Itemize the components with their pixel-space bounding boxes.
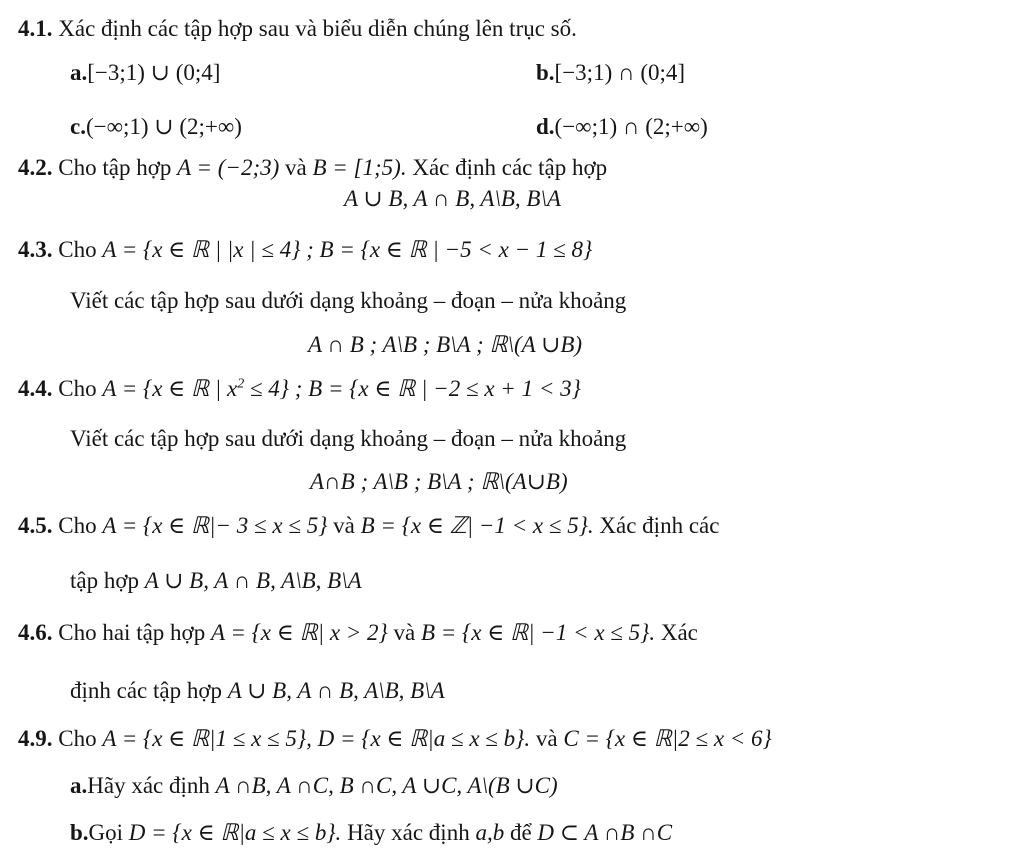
- math-expression: A = {x ∈ ℝ|− 3 ≤ x ≤ 5}: [102, 513, 328, 538]
- problem-4-4-text: [70, 424, 626, 454]
- math-expression: A = {x ∈ ℝ | |x | ≤ 4} ; B = {x ∈ ℝ | −5 < x − 1 ≤ 8}: [102, 237, 593, 262]
- problem-text: Cho: [58, 726, 97, 751]
- math-expression: B = {x ∈ ℝ| −1 < x ≤ 5}.: [420, 620, 656, 645]
- problem-text: Cho tập hợp: [58, 155, 172, 180]
- problem-text: Viết các tập hợp sau dưới dạng khoảng – đoạn – nửa khoảng: [70, 426, 627, 451]
- conjunction: và: [535, 726, 558, 751]
- problem-4-6-heading: [18, 618, 698, 648]
- math-expression: [102, 376, 580, 401]
- problem-4-2-heading: [18, 153, 607, 183]
- math-variables: a,b: [475, 820, 505, 845]
- problem-4-1-item-c: [70, 112, 242, 142]
- problem-text: Xác định các tập hợp sau và biểu diễn chúng lên trục số.: [58, 16, 577, 41]
- problem-text: Hãy xác định: [87, 773, 210, 798]
- math-expression: A ∪ B, A ∩ B, A\B, B\A: [144, 568, 362, 593]
- conjunction: và: [393, 620, 416, 645]
- math-expression: A ∩ B ; A\B ; B\A ; ℝ\(A ∪B): [308, 332, 583, 357]
- math-expression: A = (−2;3): [177, 155, 280, 180]
- problem-text: để: [509, 820, 532, 845]
- problem-4-6-line2: [70, 676, 445, 706]
- item-label: d.: [536, 114, 555, 139]
- problem-number: 4.5.: [18, 513, 53, 538]
- math-expression: A ∩B, A ∩C, B ∩C, A ∪C, A\(B ∪C): [215, 773, 558, 798]
- problem-text: định các tập hợp: [70, 678, 223, 703]
- problem-4-2-sets: [344, 184, 561, 214]
- problem-4-1-item-a: [70, 58, 220, 88]
- problem-number: 4.6.: [18, 620, 53, 645]
- problem-4-5-line2: [70, 566, 362, 596]
- problem-text: Gọi: [88, 820, 124, 845]
- problem-4-3-text: [70, 286, 626, 316]
- math-expression: A ∪ B, A ∩ B, A\B, B\A: [344, 186, 561, 211]
- conjunction: và: [285, 155, 307, 180]
- math-expression: C = {x ∈ ℝ|2 ≤ x < 6}: [563, 726, 772, 751]
- math-part: A = {x ∈ ℝ | x: [102, 376, 238, 401]
- math-expression: A = {x ∈ ℝ| x > 2}: [210, 620, 388, 645]
- item-label: a.: [70, 773, 88, 798]
- problem-number: 4.2.: [18, 155, 53, 180]
- math-expression: [−3;1) ∩ (0;4]: [554, 60, 686, 85]
- problem-text: tập hợp: [70, 568, 140, 593]
- math-expression: A∩B ; A\B ; B\A ; ℝ\(A∪B): [310, 469, 568, 494]
- problem-4-9-item-a: [70, 771, 558, 801]
- item-label: c.: [70, 114, 86, 139]
- math-expression: (−∞;1) ∪ (2;+∞): [85, 114, 242, 139]
- math-expression: D = {x ∈ ℝ|a ≤ x ≤ b}.: [317, 726, 531, 751]
- problem-4-3-sets: [308, 330, 582, 360]
- problem-number: 4.4.: [18, 376, 53, 401]
- math-expression: [−3;1) ∪ (0;4]: [87, 60, 221, 85]
- math-part: ≤ 4} ; B = {x ∈ ℝ | −2 ≤ x + 1 < 3}: [244, 376, 581, 401]
- problem-number: 4.1.: [18, 16, 53, 41]
- problem-4-9-item-b: [70, 818, 672, 848]
- math-expression: A ∪ B, A ∩ B, A\B, B\A: [227, 678, 445, 703]
- item-label: b.: [70, 820, 89, 845]
- problem-4-3-heading: [18, 235, 592, 265]
- math-expression: D ⊂ A ∩B ∩C: [537, 820, 673, 845]
- problem-text: Viết các tập hợp sau dưới dạng khoảng – đoạn – nửa khoảng: [70, 288, 627, 313]
- math-expression: D = {x ∈ ℝ|a ≤ x ≤ b}.: [128, 820, 342, 845]
- item-label: a.: [70, 60, 88, 85]
- exponent: 2: [237, 376, 245, 392]
- math-expression: A = {x ∈ ℝ|1 ≤ x ≤ 5},: [102, 726, 312, 751]
- math-expression: B = {x ∈ ℤ| −1 < x ≤ 5}.: [360, 513, 594, 538]
- problem-text: Cho: [58, 237, 97, 262]
- problem-4-1-item-b: [536, 58, 685, 88]
- problem-4-4-heading: [18, 374, 581, 404]
- problem-text: Cho: [58, 513, 97, 538]
- problem-4-1-heading: [18, 14, 577, 44]
- problem-text: Xác định các: [599, 513, 720, 538]
- item-label: b.: [536, 60, 555, 85]
- problem-4-9-heading: [18, 724, 772, 754]
- problem-4-4-sets: [310, 467, 568, 497]
- problem-text: Cho hai tập hợp: [58, 620, 206, 645]
- problem-4-5-heading: [18, 511, 719, 541]
- problem-number: 4.9.: [18, 726, 53, 751]
- math-expression: B = [1;5).: [312, 155, 407, 180]
- problem-text: Hãy xác định: [347, 820, 470, 845]
- problem-text: Xác: [660, 620, 698, 645]
- conjunction: và: [333, 513, 355, 538]
- problem-number: 4.3.: [18, 237, 53, 262]
- problem-4-1-item-d: [536, 112, 708, 142]
- problem-text: Xác định các tập hợp: [412, 155, 608, 180]
- math-expression: (−∞;1) ∩ (2;+∞): [554, 114, 708, 139]
- problem-text: Cho: [58, 376, 97, 401]
